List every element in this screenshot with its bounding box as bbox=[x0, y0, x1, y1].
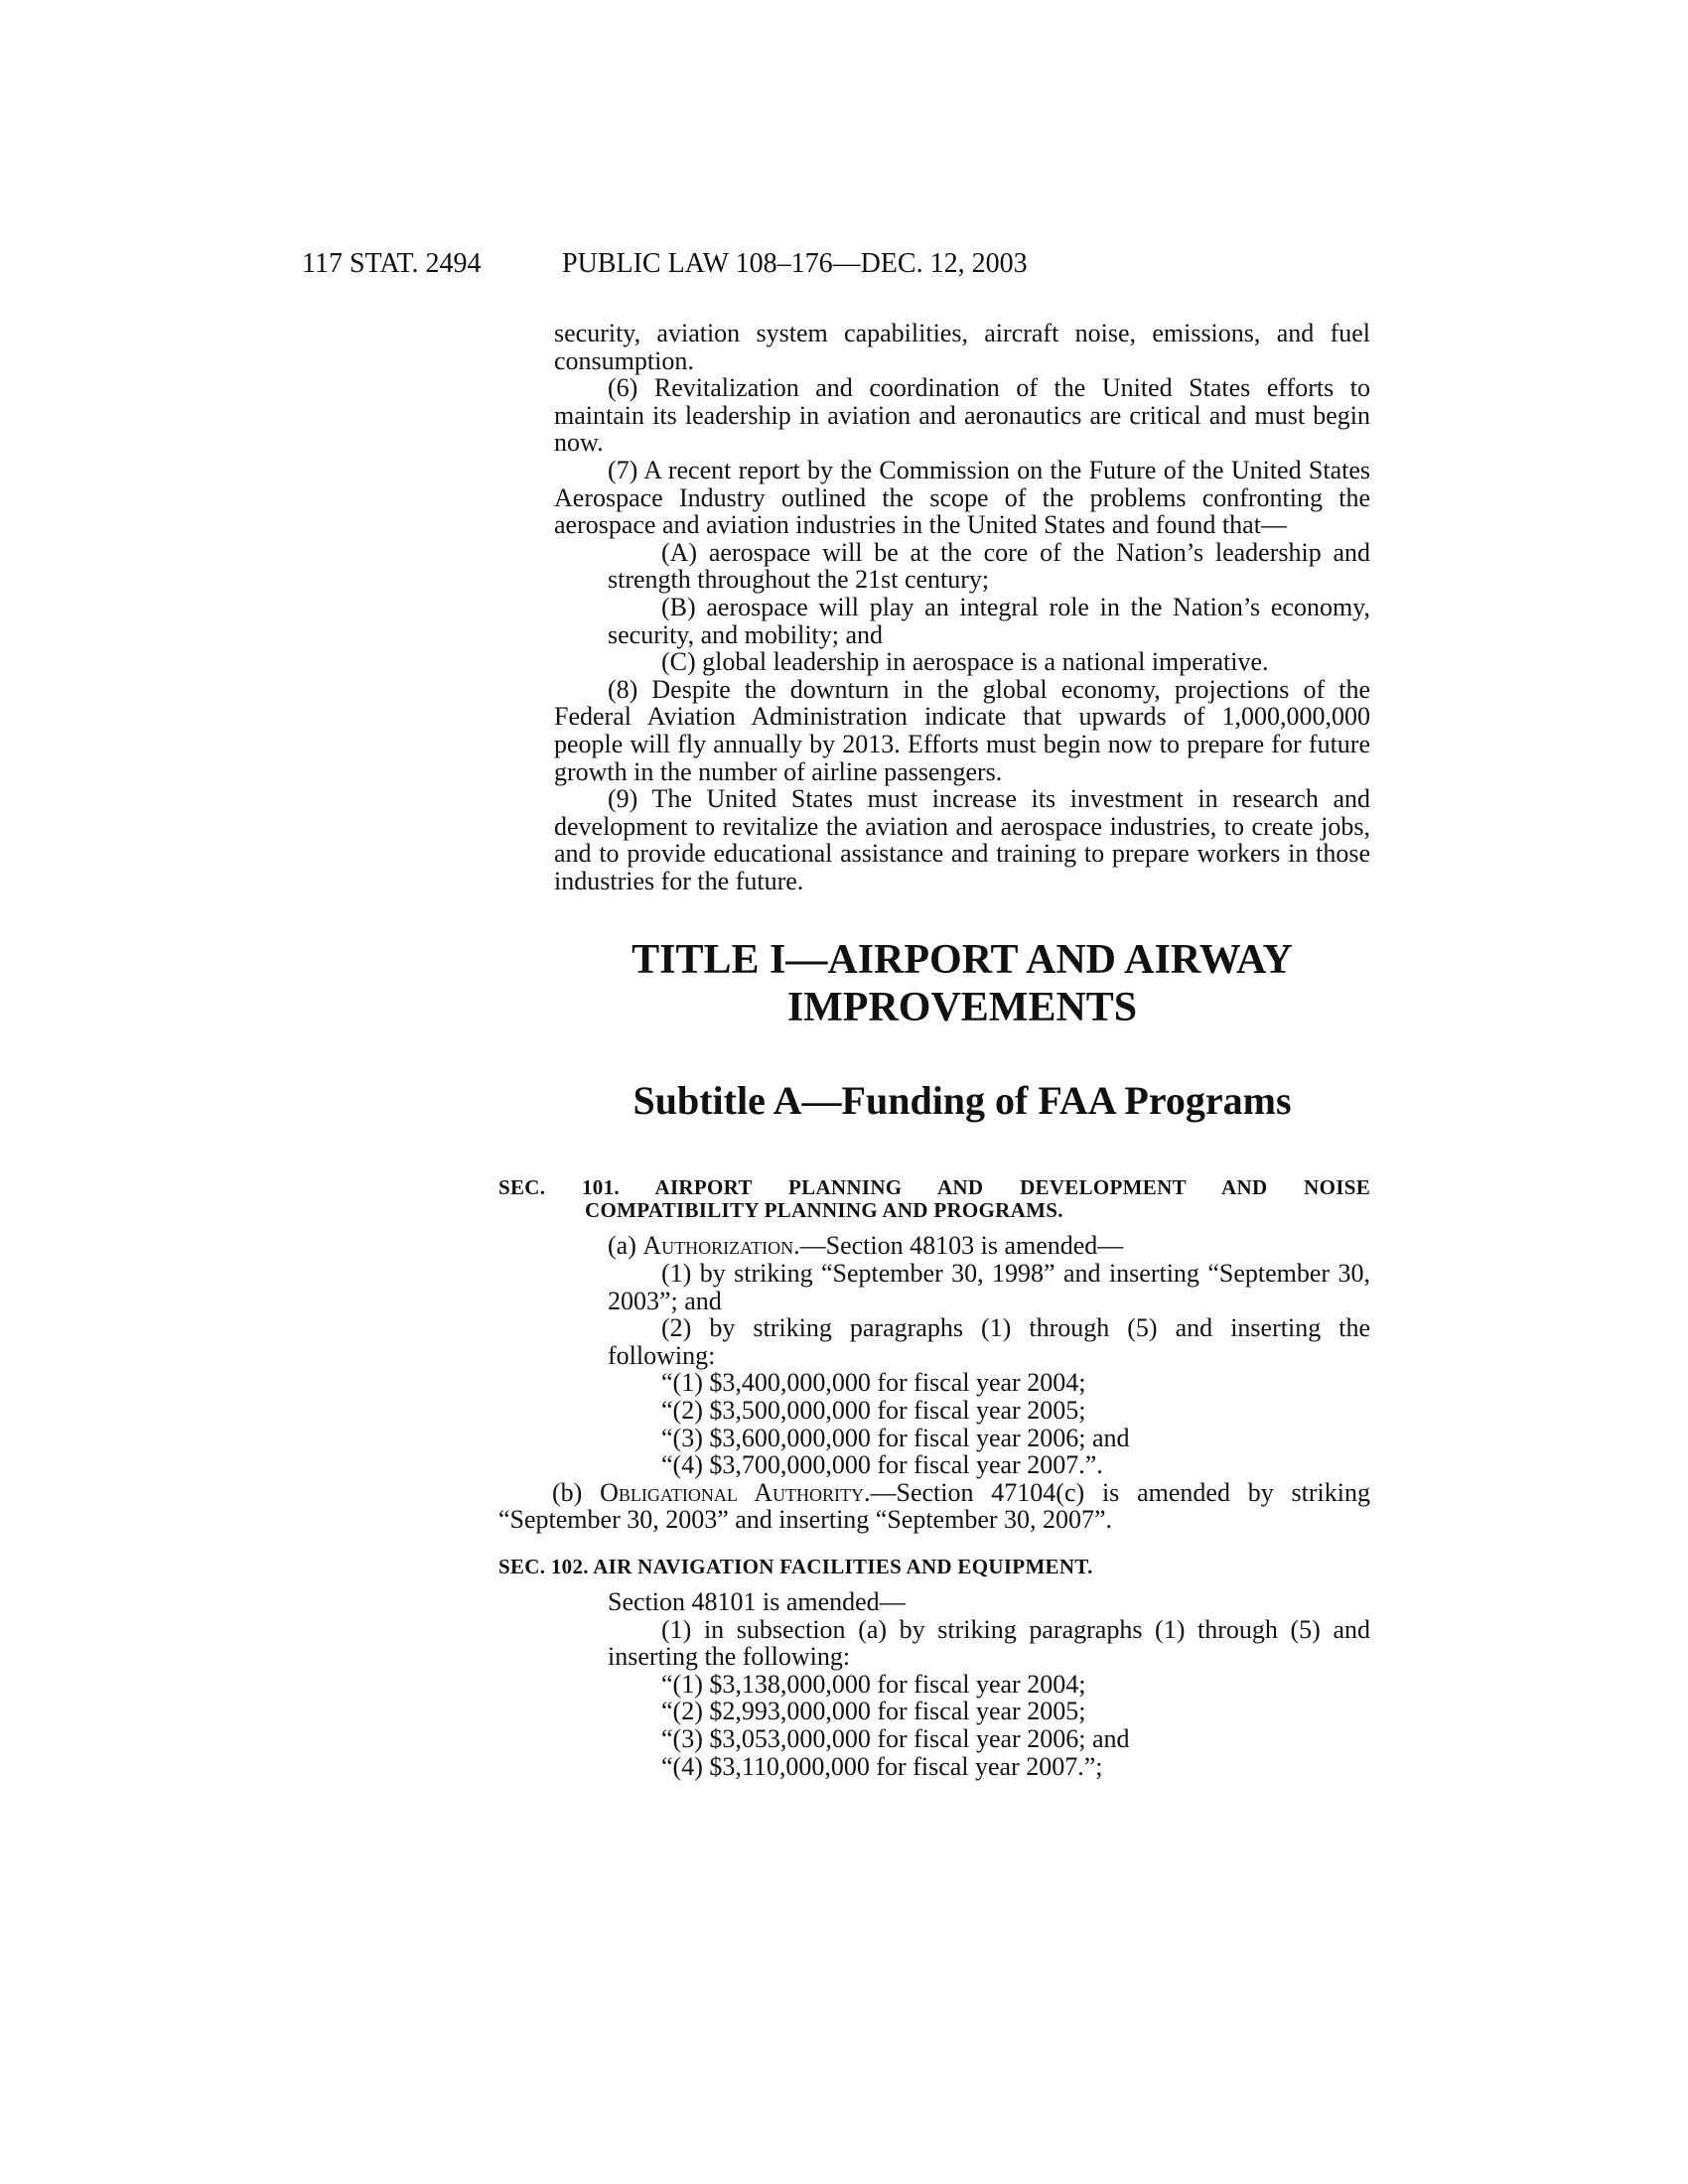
paragraph-9: (9) The United States must increase its investment in research and development to revitalize the aviation and aerospace industries, to create jobs, and to provide educational assistance and training to prepare workers in those industries for the future. bbox=[554, 784, 1370, 895]
section-101-quote-3: “(3) $3,600,000,000 for fiscal year 2006; and bbox=[661, 1423, 1130, 1452]
section-101-subsection-a bbox=[554, 1232, 1370, 1260]
section-101-quote-4: “(4) $3,700,000,000 for fiscal year 2007.”. bbox=[661, 1450, 1103, 1480]
section-102-item-1: (1) in subsection (a) by striking paragraphs (1) through (5) and inserting the following: bbox=[608, 1614, 1370, 1672]
section-101-item-2: (2) by striking paragraphs (1) through (5) and inserting the following: bbox=[608, 1313, 1370, 1370]
paragraph-7: (7) A recent report by the Commission on the Future of the United States Aerospace Industry outlined the scope of the problems confronting the aerospace and aviation industries in the United States and found that— bbox=[554, 455, 1370, 540]
page-body bbox=[498, 319, 1370, 1781]
paragraph-7a: (A) aerospace will be at the core of the Nation’s leadership and strength throughout the 21st century; bbox=[608, 537, 1370, 595]
section-101-quote-2: “(2) $3,500,000,000 for fiscal year 2005; bbox=[661, 1396, 1086, 1426]
section-102-quote-1: “(1) $3,138,000,000 for fiscal year 2004; bbox=[661, 1669, 1086, 1699]
subtitle-heading: Subtitle A—Funding of FAA Programs bbox=[633, 1078, 1292, 1124]
paragraph-8: (8) Despite the downturn in the global economy, projections of the Federal Aviation Administration indicate that upwards of 1,000,000,000 people will fly annually by 2013. Efforts must begin now to prepare for future growth in the number of airline passengers. bbox=[554, 674, 1370, 786]
statute-page-number: 117 STAT. 2494 bbox=[302, 248, 482, 279]
page-header bbox=[0, 248, 1688, 288]
section-101-heading bbox=[498, 1176, 1370, 1222]
section-101-item-1: (1) by striking “September 30, 1998” and inserting “September 30, 2003”; and bbox=[608, 1259, 1370, 1315]
subsection-b-text: .—Section 47104(c) is amended by striking “September 30, 2003” and inserting “September 30, 2007”. bbox=[498, 1477, 1370, 1535]
section-102-quote-4: “(4) $3,110,000,000 for fiscal year 2007.”; bbox=[661, 1751, 1103, 1781]
section-102-heading bbox=[498, 1556, 1370, 1578]
section-101-heading-line-1: SEC. 101. AIRPORT PLANNING AND DEVELOPMENT AND NOISE bbox=[498, 1175, 1370, 1200]
subsection-a-caption: Authorization bbox=[642, 1231, 794, 1261]
running-head: PUBLIC LAW 108–176—DEC. 12, 2003 bbox=[562, 248, 1028, 279]
subsection-b-prefix: (b) bbox=[552, 1477, 601, 1507]
paragraph-7c: (C) global leadership in aerospace is a national imperative. bbox=[661, 647, 1269, 677]
subsection-a-text: .—Section 48103 is amended— bbox=[793, 1231, 1124, 1261]
paragraph-6: (6) Revitalization and coordination of the United States efforts to maintain its leadership in aviation and aeronautics are critical and must begin now. bbox=[554, 373, 1370, 458]
section-102-intro: Section 48101 is amended— bbox=[608, 1587, 906, 1616]
section-101-quote-1: “(1) $3,400,000,000 for fiscal year 2004; bbox=[661, 1368, 1086, 1398]
title-line-1: TITLE I—AIRPORT AND AIRWAY bbox=[632, 937, 1293, 984]
subsection-a-prefix: (a) bbox=[608, 1231, 643, 1261]
title-line-2: IMPROVEMENTS bbox=[786, 985, 1138, 1031]
paragraph-7b: (B) aerospace will play an integral role in the Nation’s economy, security, and mobility; and bbox=[608, 592, 1370, 649]
section-102-quote-3: “(3) $3,053,000,000 for fiscal year 2006; and bbox=[661, 1723, 1130, 1753]
subsection-b-caption: Obligational Authority bbox=[600, 1477, 865, 1507]
section-102-quote-2: “(2) $2,993,000,000 for fiscal year 2005; bbox=[661, 1697, 1086, 1726]
section-102-heading-line: SEC. 102. AIR NAVIGATION FACILITIES AND EQUIPMENT. bbox=[498, 1555, 1093, 1578]
section-101-heading-line-2: COMPATIBILITY PLANNING AND PROGRAMS. bbox=[585, 1198, 1063, 1223]
title-heading bbox=[554, 936, 1370, 1031]
paragraph-5-continued: security, aviation system capabilities, aircraft noise, emissions, and fuel consumption. bbox=[554, 319, 1370, 375]
section-101-subsection-b bbox=[498, 1479, 1370, 1534]
